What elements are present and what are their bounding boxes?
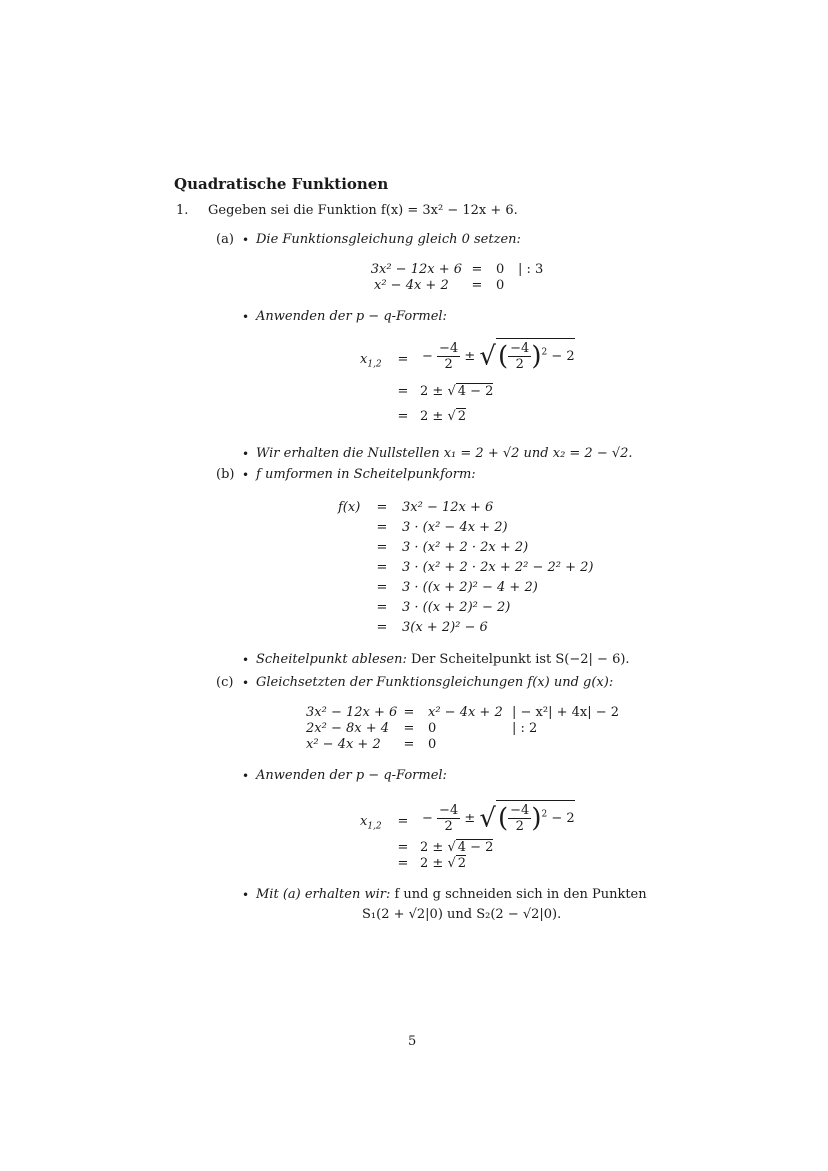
task-text: Gegeben sei die Funktion f(x) = 3x² − 12x + 6. [208, 203, 518, 218]
pq-formula-c: − $\frac{-4}{2}$ ± √( $\frac{-4}{2}$ )$^2$ − 2 [422, 800, 575, 834]
part-a-eq1-lhs: 3x² − 12x + 6 [370, 262, 462, 277]
part-c-points: S₁(2 + √2|0) und S₂(2 − √2|0). [362, 907, 562, 922]
part-c-row-lhs: x² − 4x + 2 [306, 737, 381, 752]
part-a-eq1-rhs: 0 [496, 262, 505, 277]
pq-lhs-c: $x_{1,2}$ [360, 814, 382, 832]
part-a-eq1-note: | : 3 [518, 262, 544, 277]
pq-line2-c: 2 ± √ 4 − 2 [420, 840, 494, 855]
bullet-icon: • [242, 769, 250, 783]
part-a-label: (a) [216, 232, 234, 247]
part-a-eq1-rel: = [471, 262, 483, 277]
part-c-row-rhs: 0 [428, 721, 437, 736]
part-b-line: 3 · (x² + 2 · 2x + 2) [402, 540, 529, 555]
part-b-lhs: f(x) [338, 500, 361, 515]
part-c-row-rhs: 0 [428, 737, 437, 752]
part-c-row-rel: = [403, 705, 415, 720]
part-c-bullet-1: Gleichsetzten der Funktionsgleichungen f(x) und g(x): [256, 675, 614, 690]
part-c-row-note: | : 2 [512, 721, 538, 736]
pq-line3-a: 2 ± √ 2 [420, 409, 467, 424]
part-a-bullet-1: Die Funktionsgleichung gleich 0 setzen: [256, 232, 521, 247]
part-c-row-lhs: 3x² − 12x + 6 [306, 705, 398, 720]
part-a-eq2-rhs: 0 [496, 278, 505, 293]
part-c-row-rhs: x² − 4x + 2 [428, 705, 503, 720]
part-c-bullet-2: Anwenden der p − q-Formel: [256, 768, 447, 783]
section-title: Quadratische Funktionen [174, 175, 389, 193]
part-b-line: 3 · (x² + 2 · 2x + 2² − 2² + 2) [402, 560, 594, 575]
bullet-icon: • [242, 233, 250, 247]
pq-formula-a: − $\frac{-4}{2}$ ± √( $\frac{-4}{2}$ )$^2$ − 2 [422, 338, 575, 372]
part-c-row-rel: = [403, 737, 415, 752]
pq-rel-c: = [397, 814, 409, 829]
part-b-rel: = [376, 600, 388, 615]
pq-rel-a3: = [397, 409, 409, 424]
part-a-bullet-2: Anwenden der p − q-Formel: [256, 309, 447, 324]
part-b-rel: = [376, 500, 388, 515]
pq-rel-c2: = [397, 840, 409, 855]
task-number: 1. [176, 203, 189, 218]
part-b-rel: = [376, 540, 388, 555]
pq-rel-c3: = [397, 856, 409, 871]
bullet-icon: • [242, 310, 250, 324]
part-b-line: 3(x + 2)² − 6 [402, 620, 488, 635]
pq-line2-a: 2 ± √ 4 − 2 [420, 384, 494, 399]
part-b-bullet-1: f umformen in Scheitelpunkform: [256, 467, 476, 482]
part-b-line: 3 · ((x + 2)² − 2) [402, 600, 511, 615]
part-c-row-rel: = [403, 721, 415, 736]
part-c-row-lhs: 2x² − 8x + 4 [306, 721, 390, 736]
pq-lhs-a: $x_{1,2}$ [360, 352, 382, 370]
part-b-line: 3 · (x² − 4x + 2) [402, 520, 508, 535]
part-b-line: 3 · ((x + 2)² − 4 + 2) [402, 580, 538, 595]
part-b-label: (b) [216, 467, 235, 482]
part-c-label: (c) [216, 675, 234, 690]
part-b-rel: = [376, 560, 388, 575]
part-a-bullet-3: Wir erhalten die Nullstellen x₁ = 2 + √2 und x₂ = 2 − √2. [256, 446, 633, 461]
page-number: 5 [408, 1034, 417, 1049]
bullet-icon: • [242, 676, 250, 690]
part-b-rel: = [376, 520, 388, 535]
part-b-rel: = [376, 620, 388, 635]
bullet-icon: • [242, 888, 250, 902]
pq-line3-c: 2 ± √ 2 [420, 856, 467, 871]
part-b-bullet-2: Scheitelpunkt ablesen: Der Scheitelpunkt ist S(−2| − 6). [256, 652, 630, 667]
part-b-rel: = [376, 580, 388, 595]
part-a-eq2-lhs: x² − 4x + 2 [374, 278, 449, 293]
part-c-row-note: | − x²| + 4x| − 2 [512, 705, 620, 720]
part-a-eq2-rel: = [471, 278, 483, 293]
part-b-line: 3x² − 12x + 6 [402, 500, 494, 515]
part-c-bullet-3: Mit (a) erhalten wir: f und g schneiden sich in den Punkten [256, 887, 647, 902]
bullet-icon: • [242, 447, 250, 461]
bullet-icon: • [242, 653, 250, 667]
pq-rel-a: = [397, 352, 409, 367]
pq-rel-a2: = [397, 384, 409, 399]
bullet-icon: • [242, 468, 250, 482]
